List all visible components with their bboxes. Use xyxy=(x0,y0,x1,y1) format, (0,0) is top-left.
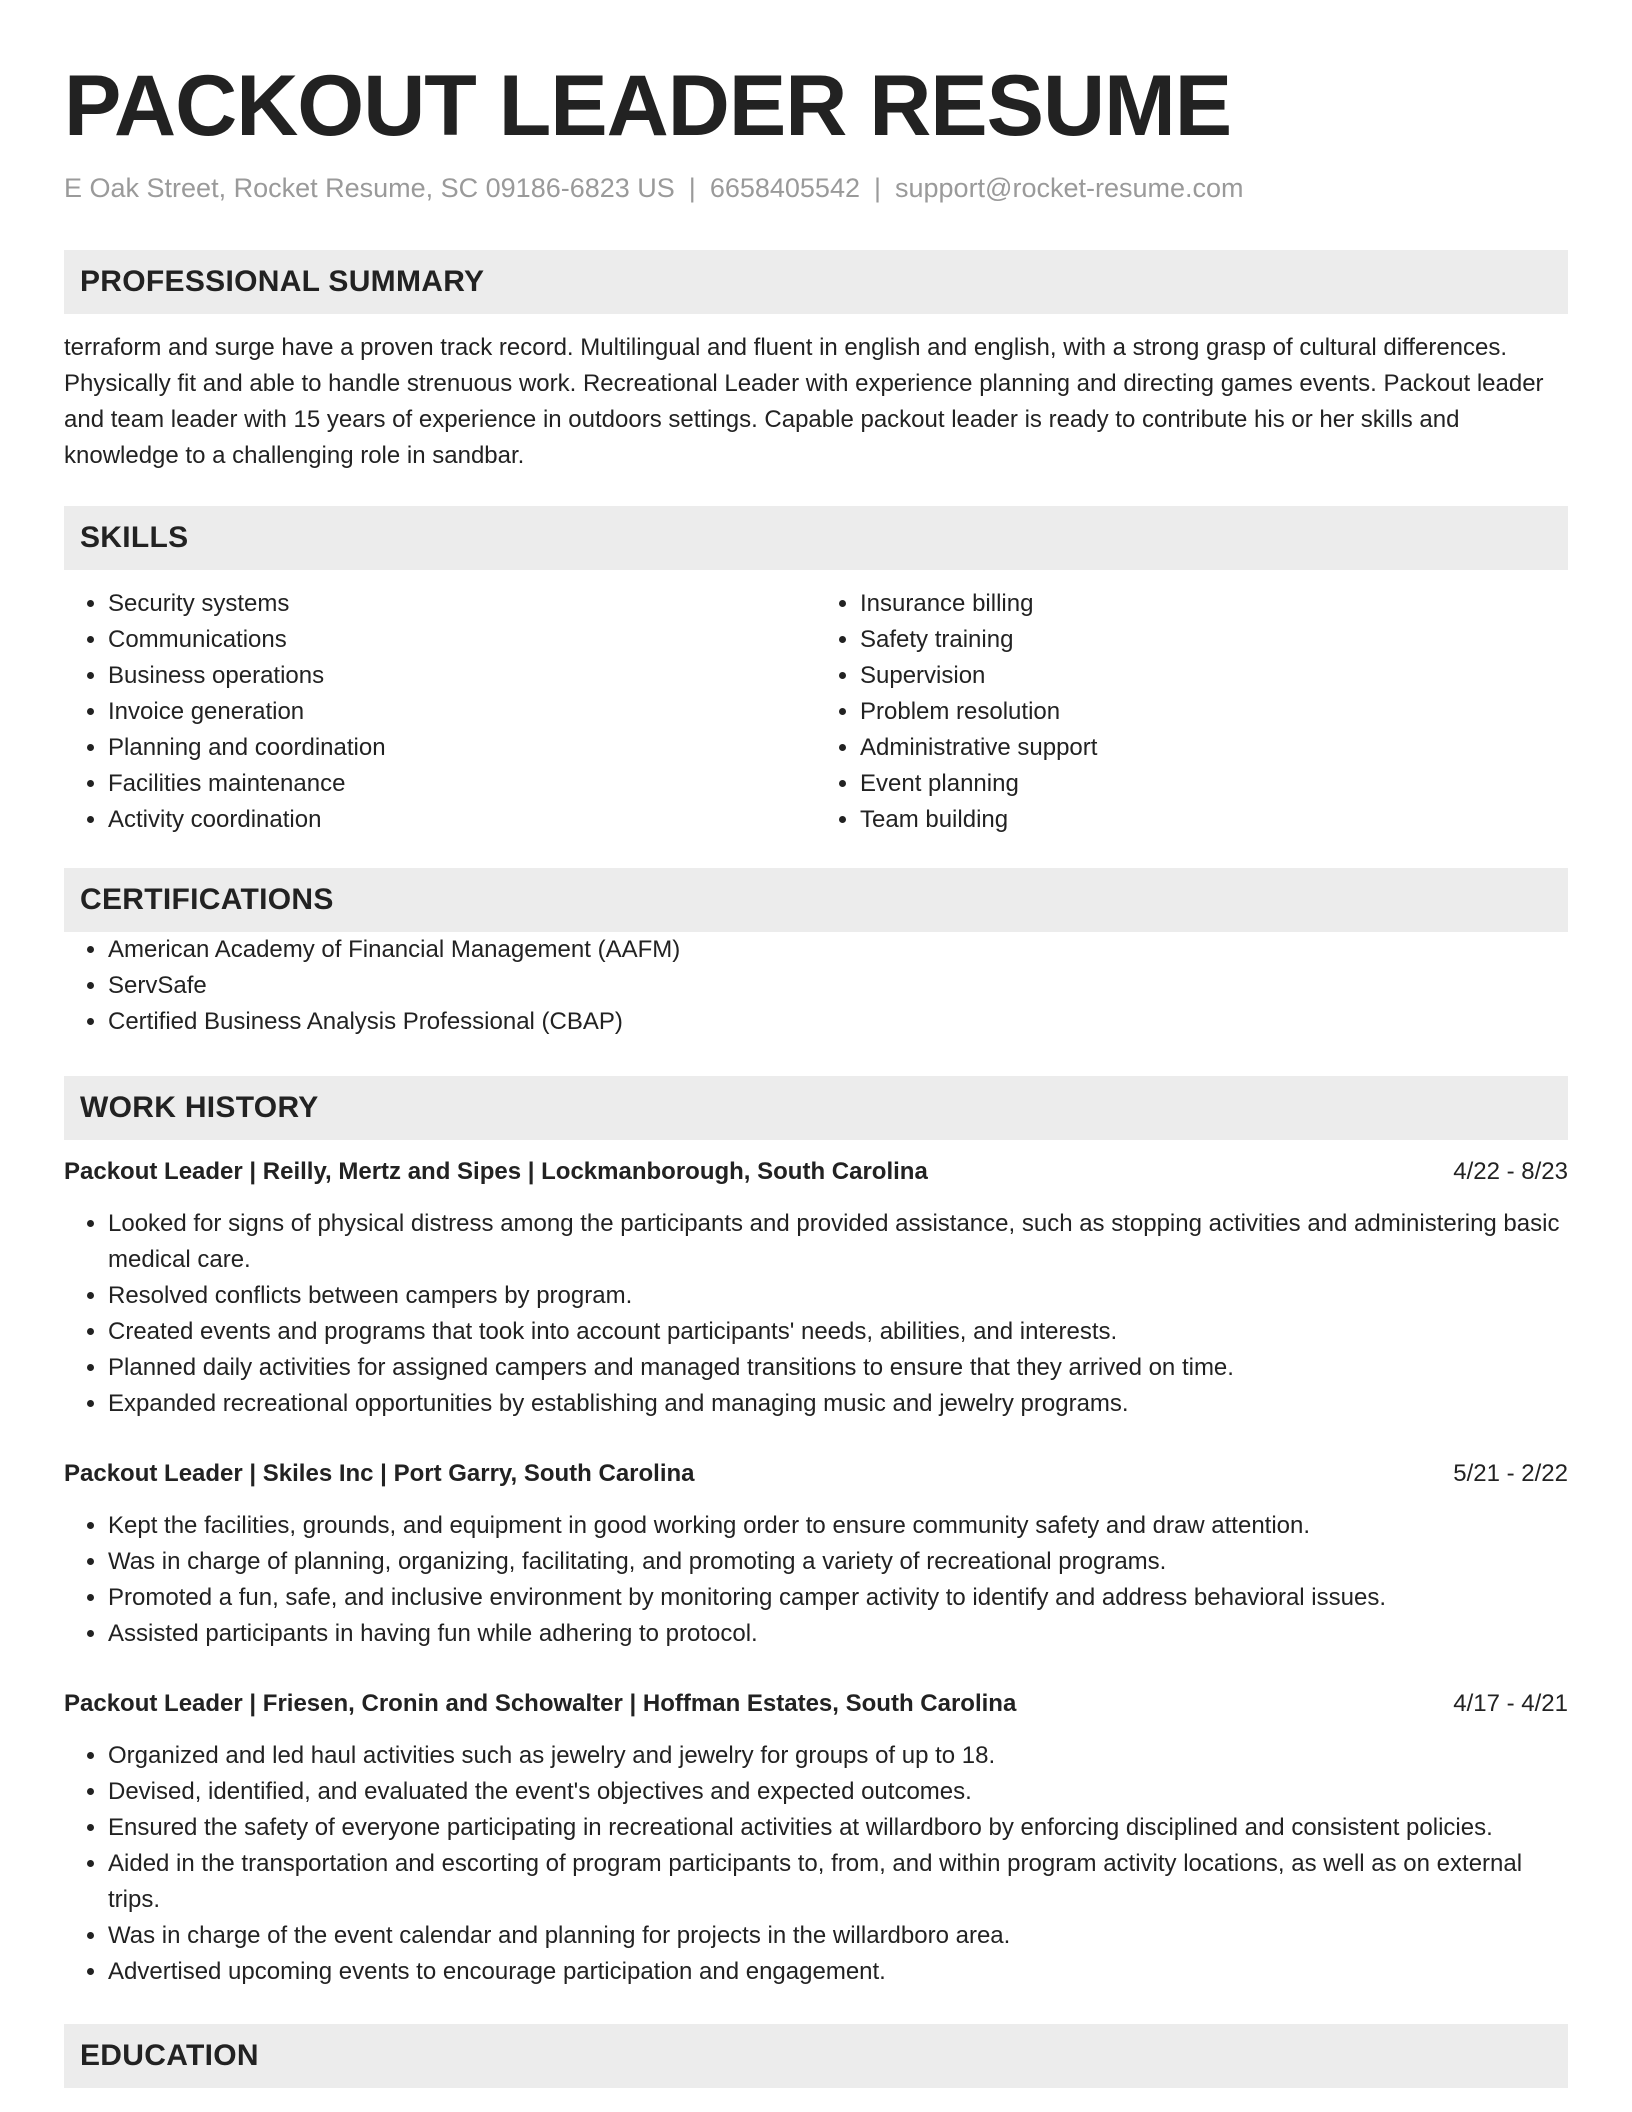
job-bullet: • Devised, identified, and evaluated the event's objectives and expected outcomes. xyxy=(108,1774,1568,1810)
job-header xyxy=(64,1456,1568,1492)
job-bullet: • Promoted a fun, safe, and inclusive environment by monitoring camper activity to identify and address behavioral issues. xyxy=(108,1580,1568,1616)
job-bullet: • Assisted participants in having fun while adhering to protocol. xyxy=(108,1616,1568,1652)
skill-item: • Communications xyxy=(108,622,816,658)
skill-item: • Activity coordination xyxy=(108,802,816,838)
job-bullet: • Planned daily activities for assigned campers and managed transitions to ensure that they arrived on time. xyxy=(108,1350,1568,1386)
job-bullet: • Organized and led haul activities such as jewelry and jewelry for groups of up to 18. xyxy=(108,1738,1568,1774)
job-bullet: • Aided in the transportation and escorting of program participants to, from, and within program activity locations, as well as on external trips. xyxy=(108,1846,1568,1918)
certification-item: • American Academy of Financial Management (AAFM) xyxy=(108,932,1568,968)
job-bullets xyxy=(64,1508,1568,1652)
job-bullet: • Was in charge of planning, organizing, facilitating, and promoting a variety of recreational programs. xyxy=(108,1544,1568,1580)
job-dates: 4/17 - 4/21 xyxy=(1453,1690,1568,1717)
section-header-work-history: WORK HISTORY xyxy=(64,1076,1568,1140)
skill-item: • Security systems xyxy=(108,586,816,622)
section-header-certifications: CERTIFICATIONS xyxy=(64,868,1568,932)
skills-column-left xyxy=(64,586,816,838)
job-entry xyxy=(64,1686,1568,1990)
skill-item: • Safety training xyxy=(860,622,1568,658)
skill-item: • Event planning xyxy=(860,766,1568,802)
job-header xyxy=(64,1154,1568,1190)
certification-item: • ServSafe xyxy=(108,968,1568,1004)
contact-address: E Oak Street, Rocket Resume, SC 09186-6823 US xyxy=(64,173,675,203)
contact-line xyxy=(64,170,1568,206)
contact-phone: 6658405542 xyxy=(709,173,860,203)
skill-item: • Problem resolution xyxy=(860,694,1568,730)
skill-item: • Business operations xyxy=(108,658,816,694)
job-bullet: • Was in charge of the event calendar and planning for projects in the willardboro area. xyxy=(108,1918,1568,1954)
section-header-education: EDUCATION xyxy=(64,2024,1568,2088)
job-header xyxy=(64,1686,1568,1722)
job-title: Packout Leader | Friesen, Cronin and Schowalter | Hoffman Estates, South Carolina xyxy=(64,1690,1017,1717)
job-bullets xyxy=(64,1738,1568,1990)
job-dates: 5/21 - 2/22 xyxy=(1453,1460,1568,1487)
job-bullet: • Advertised upcoming events to encourage participation and engagement. xyxy=(108,1954,1568,1990)
contact-separator: | xyxy=(688,173,696,203)
job-bullet: • Created events and programs that took into account participants' needs, abilities, and interests. xyxy=(108,1314,1568,1350)
skill-item: • Administrative support xyxy=(860,730,1568,766)
job-entry xyxy=(64,1154,1568,1422)
job-bullet: • Expanded recreational opportunities by establishing and managing music and jewelry programs. xyxy=(108,1386,1568,1422)
job-dates: 4/22 - 8/23 xyxy=(1453,1158,1568,1185)
job-title: Packout Leader | Reilly, Mertz and Sipes | Lockmanborough, South Carolina xyxy=(64,1158,928,1185)
job-entry xyxy=(64,1456,1568,1652)
certification-item: • Certified Business Analysis Professional (CBAP) xyxy=(108,1004,1568,1040)
job-bullet: • Ensured the safety of everyone participating in recreational activities at willardboro by enforcing disciplined and consistent policies. xyxy=(108,1810,1568,1846)
certifications-list xyxy=(64,932,1568,1040)
job-bullet: • Kept the facilities, grounds, and equipment in good working order to ensure community safety and draw attention. xyxy=(108,1508,1568,1544)
contact-email: support@rocket-resume.com xyxy=(895,173,1244,203)
skills-column-right xyxy=(816,586,1568,838)
contact-separator: | xyxy=(873,173,881,203)
skill-item: • Team building xyxy=(860,802,1568,838)
section-header-skills: SKILLS xyxy=(64,506,1568,570)
resume-title: PACKOUT LEADER RESUME xyxy=(64,58,1232,154)
skills-grid xyxy=(64,586,1568,838)
job-bullets xyxy=(64,1206,1568,1422)
skill-item: • Supervision xyxy=(860,658,1568,694)
job-bullet: • Looked for signs of physical distress among the participants and provided assistance, such as stopping activities and administering basic medical care. xyxy=(108,1206,1568,1278)
job-title: Packout Leader | Skiles Inc | Port Garry, South Carolina xyxy=(64,1460,695,1487)
skill-item: • Invoice generation xyxy=(108,694,816,730)
job-bullet: • Resolved conflicts between campers by program. xyxy=(108,1278,1568,1314)
summary-text: terraform and surge have a proven track record. Multilingual and fluent in english and english, with a strong grasp of cultural differences. Physically fit and able to handle strenuous work. Recreational Leader with experience planning and directing games events. Packout leader and team leader with 15 years of experience in outdoors settings. Capable packout leader is ready to contribute his or her skills and knowledge to a challenging role in sandbar. xyxy=(64,334,1544,469)
section-header-summary: PROFESSIONAL SUMMARY xyxy=(64,250,1568,314)
skill-item: • Insurance billing xyxy=(860,586,1568,622)
skill-item: • Facilities maintenance xyxy=(108,766,816,802)
skill-item: • Planning and coordination xyxy=(108,730,816,766)
